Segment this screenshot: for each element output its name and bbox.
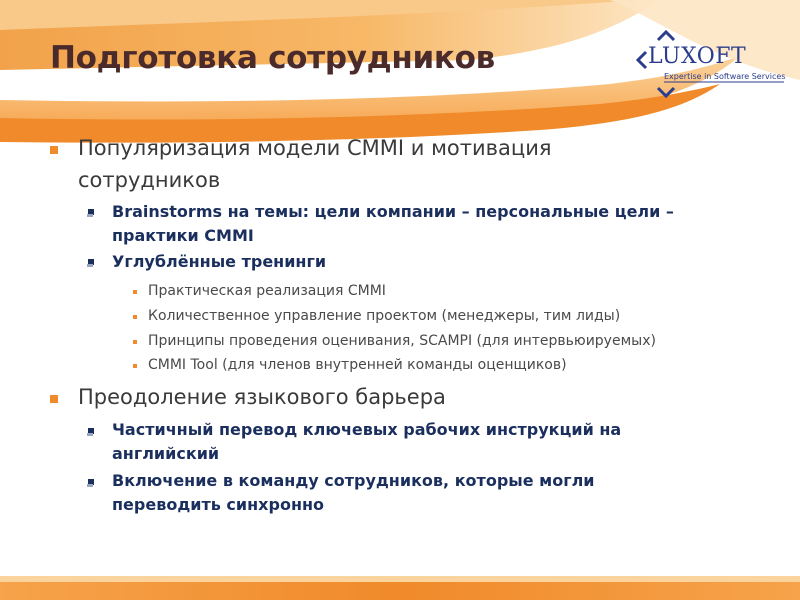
- bullet-main: Популяризация модели CMMI и мотивация сотрудников: [78, 136, 552, 192]
- slide-title: Подготовка сотрудников: [50, 40, 495, 76]
- company-logo: [636, 30, 786, 100]
- subbullet: Включение в команду сотрудников, которые могли переводить синхронно: [112, 471, 595, 514]
- footer-band: [0, 576, 800, 600]
- subsubbullet: Практическая реализация CMMI: [148, 283, 386, 299]
- subsubbullet-marker: [133, 290, 137, 294]
- subbullet-marker: [88, 479, 94, 485]
- subsubbullet-marker: [133, 315, 137, 319]
- subsubbullet-marker: [133, 364, 137, 368]
- subbullet: Углублённые тренинги: [112, 252, 327, 271]
- logo-tagline: Expertise in Software Services: [664, 72, 786, 81]
- subbullet-marker: [88, 428, 94, 434]
- bullet-main: Преодоление языкового барьера: [78, 385, 446, 409]
- subsubbullet: Количественное управление проектом (менеджеры, тим лиды): [148, 308, 621, 324]
- subsubbullet-marker: [133, 340, 137, 344]
- subbullet: Частичный перевод ключевых рабочих инструкций на английский: [112, 420, 622, 463]
- subbullet-marker: [88, 209, 94, 215]
- bullet-marker: [50, 395, 58, 403]
- bullet-marker: [50, 146, 58, 154]
- subbullet-marker: [88, 259, 94, 265]
- subbullet: Brainstorms на темы: цели компании – персональные цели – практики CMMI: [112, 202, 674, 245]
- subsubbullet: CMMI Tool (для членов внутренней команды оценщиков): [148, 357, 567, 373]
- subsubbullet: Принципы проведения оценивания, SCAMPI (для интервьюируемых): [148, 333, 656, 349]
- logo-wordmark: LUXOFT: [648, 44, 747, 69]
